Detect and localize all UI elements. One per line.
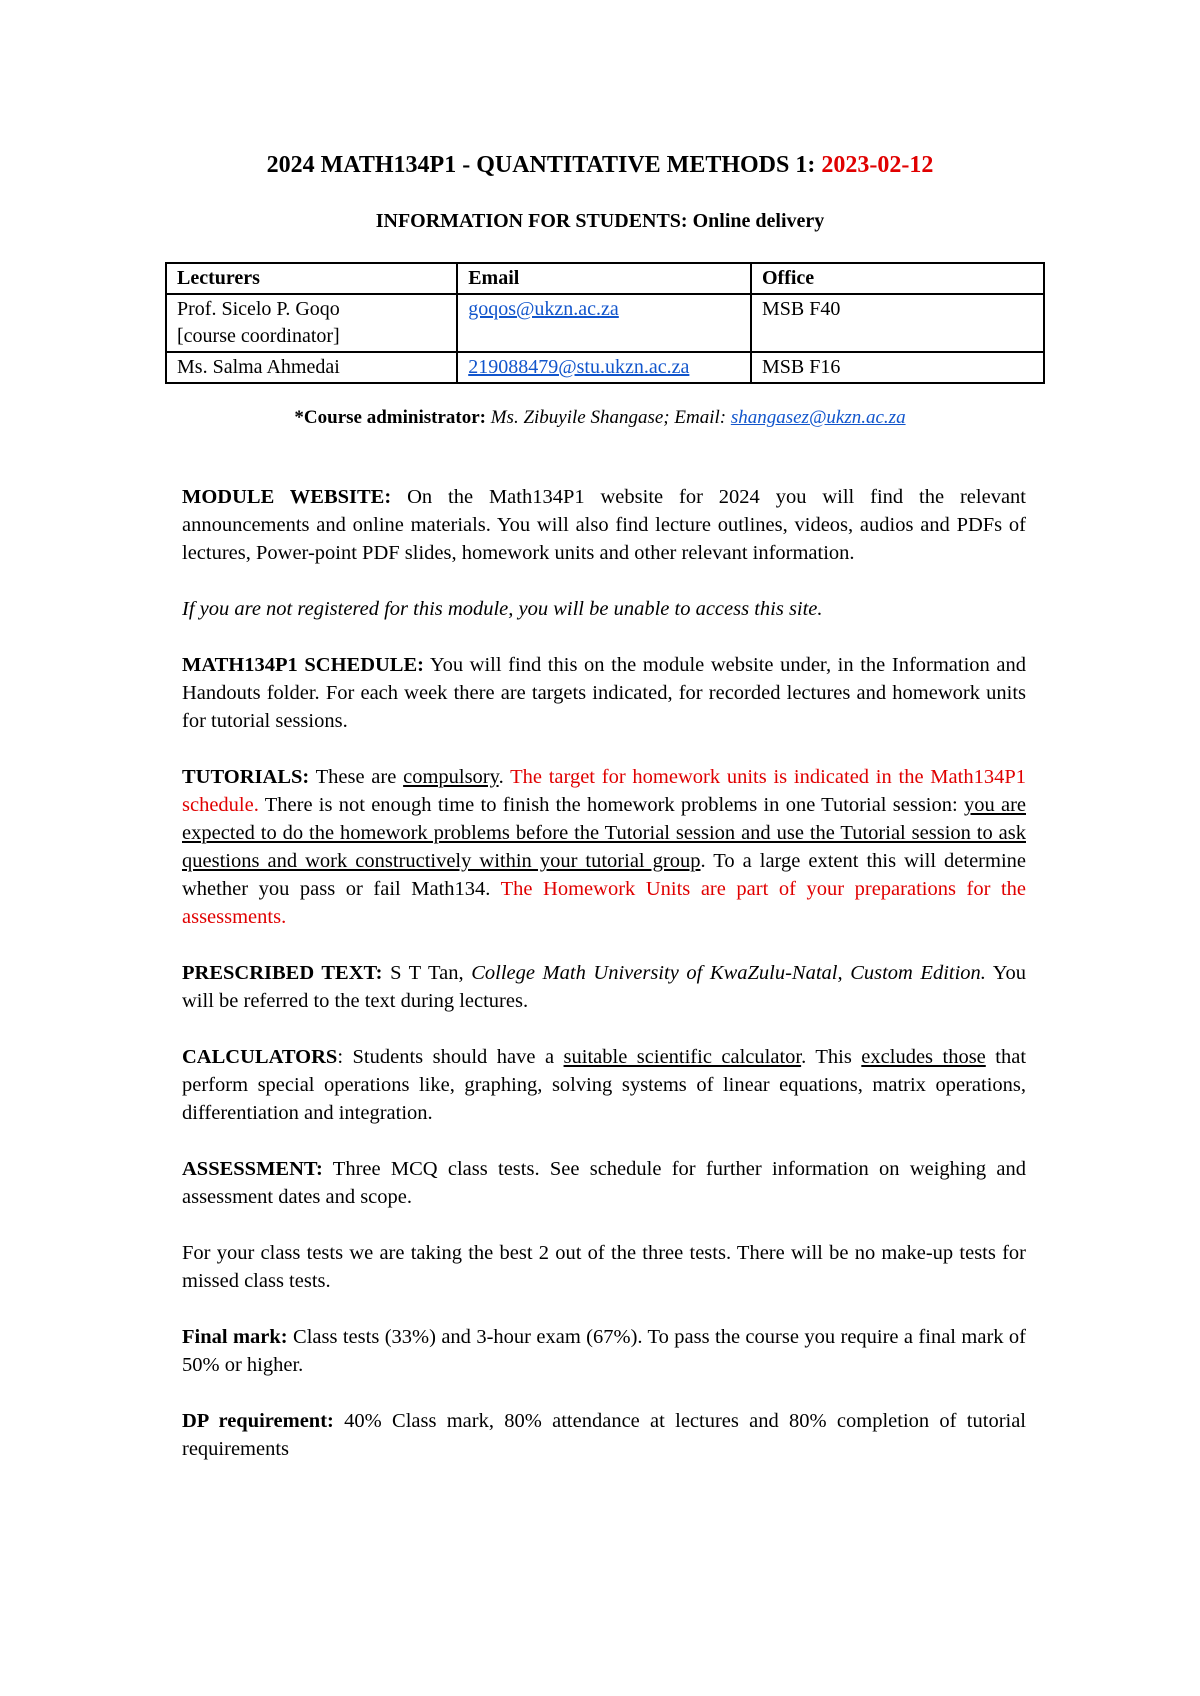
schedule-paragraph — [182, 651, 1026, 735]
lecturer-email-cell — [457, 294, 751, 352]
paragraph-text: You will be referred to the text during lectures. — [182, 962, 1026, 1012]
lecturer-name: Ms. Salma Ahmedai — [177, 356, 340, 378]
calculators-paragraph — [182, 1043, 1026, 1127]
paragraph-text: S T Tan, — [382, 962, 472, 984]
document-body — [182, 483, 1026, 1491]
paragraph-text: For your class tests we are taking the best 2 out of the three tests. There will be no make-up tests for missed class tests. — [182, 1242, 1026, 1292]
paragraph-text: . To a large extent this will determine whether you pass or fail Math134. — [182, 850, 1027, 900]
highlighted-text: The target for homework units is indicated in the Math134P1 schedule. — [182, 766, 1026, 816]
header-lecturers: Lecturers — [166, 263, 457, 294]
module-website-paragraph — [182, 483, 1026, 567]
paragraph-text: that perform special operations like, graphing, solving systems of linear equations, matrix operations, differentiation and integration. — [182, 1046, 1027, 1124]
lecturer-office: MSB F40 — [751, 294, 1044, 352]
section-heading: MODULE WEBSITE: — [182, 486, 392, 508]
lecturer-name-cell — [166, 352, 457, 383]
section-heading: Final mark: — [182, 1326, 288, 1348]
paragraph-text: Class tests (33%) and 3-hour exam (67%). To pass the course you require a final mark of 50% or higher. — [182, 1326, 1026, 1376]
title-date: 2023-02-12 — [821, 152, 934, 178]
paragraph-text: These are — [309, 766, 404, 788]
title-main: 2024 MATH134P1 - QUANTITATIVE METHODS 1: — [266, 152, 822, 178]
lecturer-role: [course coordinator] — [177, 325, 340, 347]
class-tests-paragraph — [182, 1239, 1026, 1295]
section-heading: TUTORIALS: — [182, 766, 310, 788]
assessment-paragraph — [182, 1155, 1026, 1211]
underlined-text: excludes those — [861, 1046, 986, 1068]
underlined-text: compulsory — [403, 766, 499, 788]
admin-email-link[interactable]: shangasez@ukzn.ac.za — [730, 407, 906, 428]
final-mark-paragraph — [182, 1323, 1026, 1379]
prescribed-text-paragraph — [182, 959, 1026, 1015]
paragraph-text: . This — [801, 1046, 862, 1068]
lecturers-table — [165, 262, 1045, 384]
tutorials-paragraph — [182, 763, 1026, 931]
page-subtitle: INFORMATION FOR STUDENTS: Online delivery — [375, 210, 825, 232]
underlined-text: you are expected to do the homework problems before the Tutorial session and use the Tutorial session to ask questions and work constructively within your tutorial group — [182, 794, 1026, 872]
underlined-text: suitable scientific calculator — [563, 1046, 802, 1068]
page-title — [0, 150, 1200, 180]
lecturer-name: Prof. Sicelo P. Goqo — [177, 298, 340, 320]
section-heading: PRESCRIBED TEXT: — [182, 962, 383, 984]
paragraph-text: You will find this on the module website under, in the Information and Handouts folder. For each week there are targets indicated, for recorded lectures and homework units for tutorial sessions. — [182, 654, 1026, 732]
registration-note — [182, 595, 1026, 623]
dp-requirement-paragraph — [182, 1407, 1026, 1463]
book-title: College Math University of KwaZulu-Natal, Custom Edition. — [471, 962, 986, 984]
course-administrator — [0, 405, 1200, 431]
table-header-row — [166, 263, 1044, 294]
admin-label: *Course administrator: — [294, 407, 486, 428]
lecturer-office: MSB F16 — [751, 352, 1044, 383]
admin-text: Ms. Zibuyile Shangase; Email: — [485, 407, 731, 428]
lecturer-email-link[interactable]: 219088479@stu.ukzn.ac.za — [468, 356, 690, 378]
paragraph-text: 40% Class mark, 80% attendance at lectures and 80% completion of tutorial requirements — [182, 1410, 1027, 1460]
section-heading: MATH134P1 SCHEDULE: — [182, 654, 424, 676]
header-email: Email — [457, 263, 751, 294]
paragraph-text: Three MCQ class tests. See schedule for further information on weighing and assessment dates and scope. — [182, 1158, 1026, 1208]
lecturer-email-link[interactable]: goqos@ukzn.ac.za — [468, 298, 619, 320]
table-row — [166, 294, 1044, 352]
table-row — [166, 352, 1044, 383]
paragraph-text: On the Math134P1 website for 2024 you will find the relevant announcements and online materials. You will also find lecture outlines, videos, audios and PDFs of lectures, Power-point PDF slides, homework units and other relevant information. — [182, 486, 1026, 564]
lecturer-name-cell — [166, 294, 457, 352]
paragraph-text: If you are not registered for this module, you will be unable to access this site. — [182, 598, 823, 620]
highlighted-text: The Homework Units are part of your preparations for the assessments. — [182, 878, 1027, 928]
lecturer-email-cell — [457, 352, 751, 383]
paragraph-text: . — [498, 766, 511, 788]
paragraph-text: : Students should have a — [337, 1046, 564, 1068]
section-heading: ASSESSMENT: — [182, 1158, 323, 1180]
header-office: Office — [751, 263, 1044, 294]
paragraph-text: There is not enough time to finish the homework problems in one Tutorial session: — [258, 794, 964, 816]
section-heading: DP requirement: — [182, 1410, 334, 1432]
section-heading: CALCULATORS — [182, 1046, 338, 1068]
